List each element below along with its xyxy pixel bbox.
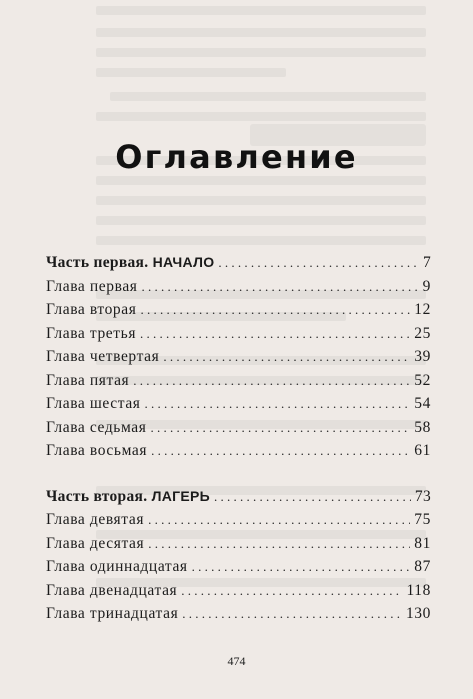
chapter-label: Глава третья (46, 324, 137, 342)
chapter-label: Глава одиннадцатая (46, 558, 188, 575)
chapter-label: Глава шестая (46, 395, 141, 412)
page-number: 9 (422, 277, 431, 295)
page-title: Оглавление (115, 138, 358, 176)
leader-dots (145, 396, 411, 412)
toc-chapter[interactable] (46, 301, 431, 325)
leader-dots (148, 536, 410, 552)
leader-dots (151, 443, 410, 459)
chapter-label: Глава первая (46, 277, 138, 295)
leader-dots (133, 373, 410, 389)
chapter-label: Глава девятая (46, 511, 145, 528)
page-number: 61 (414, 442, 431, 459)
page-number: 87 (414, 558, 431, 575)
part-name: ЛАГЕРЬ (151, 487, 210, 504)
leader-dots (148, 512, 410, 528)
leader-dots (151, 420, 411, 436)
part-label (46, 254, 214, 272)
toc-chapter[interactable] (46, 395, 431, 419)
toc-chapter[interactable] (46, 511, 431, 535)
toc-chapter[interactable] (46, 442, 431, 466)
page-number: 118 (406, 581, 431, 599)
page-number: 75 (414, 511, 431, 528)
toc-chapter[interactable] (46, 605, 431, 629)
chapter-label: Глава тринадцатая (46, 605, 179, 622)
page-number: 58 (414, 418, 431, 436)
page-number: 52 (414, 371, 431, 389)
table-of-contents (46, 254, 431, 629)
toc-chapter[interactable] (46, 419, 431, 443)
part-name: НАЧАЛО (152, 254, 215, 270)
page-number: 39 (414, 348, 431, 365)
leader-dots (181, 583, 402, 599)
part-prefix: Часть вторая. (46, 487, 148, 505)
toc-chapter[interactable] (46, 535, 431, 559)
leader-dots (142, 279, 419, 295)
chapter-label: Глава десятая (46, 534, 145, 552)
leader-dots (214, 489, 411, 505)
page-number: 25 (414, 324, 431, 342)
page-folio: 474 (227, 654, 246, 668)
toc-chapter[interactable] (46, 558, 431, 582)
toc-chapter[interactable] (46, 372, 431, 396)
chapter-label: Глава седьмая (46, 418, 147, 436)
page-number: 12 (414, 301, 431, 318)
leader-dots (192, 559, 411, 575)
part-prefix: Часть первая. (46, 254, 149, 271)
toc-chapter[interactable] (46, 582, 431, 606)
leader-dots (163, 349, 410, 365)
page-number: 7 (422, 254, 431, 271)
chapter-label: Глава двенадцатая (46, 581, 178, 599)
chapter-label: Глава вторая (46, 301, 137, 318)
page-number: 73 (414, 487, 431, 505)
toc-chapter[interactable] (46, 325, 431, 349)
section-gap (46, 466, 431, 488)
toc-chapter[interactable] (46, 348, 431, 372)
toc-part-1[interactable] (46, 254, 431, 278)
leader-dots (218, 255, 419, 271)
leader-dots (141, 302, 411, 318)
toc-chapter[interactable] (46, 278, 431, 302)
part-label (46, 488, 210, 506)
page-number: 81 (414, 534, 431, 552)
toc-part-2[interactable] (46, 488, 431, 512)
leader-dots (182, 606, 402, 622)
leader-dots (140, 326, 410, 342)
page-number: 54 (414, 395, 431, 412)
chapter-label: Глава четвертая (46, 348, 160, 365)
chapter-label: Глава пятая (46, 371, 130, 389)
chapter-label: Глава восьмая (46, 442, 148, 459)
page-number: 130 (405, 605, 431, 622)
